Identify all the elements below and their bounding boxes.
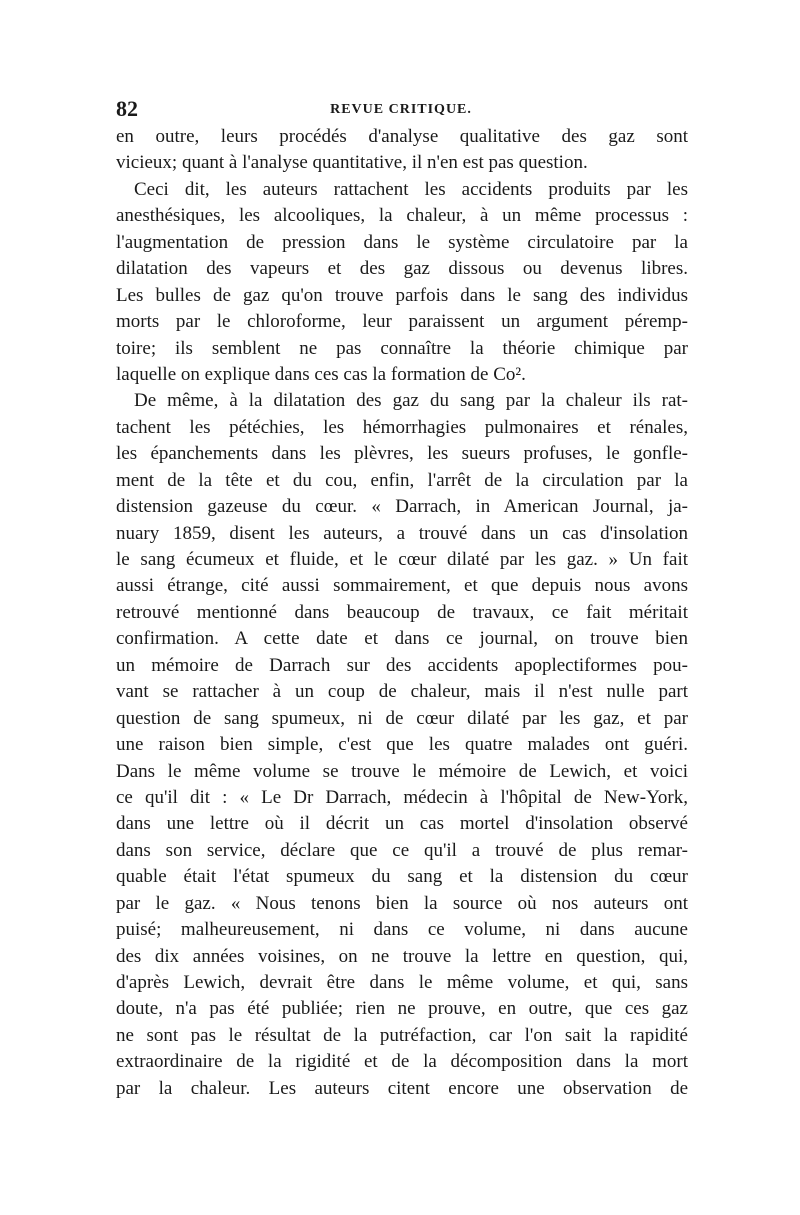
text-line: d'après Lewich, devrait être dans le même volume, et qui, sans	[116, 972, 688, 993]
text-line: Les bulles de gaz qu'on trouve parfois dans le sang des individus	[116, 284, 688, 306]
text-line: en outre, leurs procédés d'analyse qualitative des gaz sont	[116, 126, 688, 147]
text-line: Ceci dit, les auteurs rattachent les accidents produits par les	[134, 178, 688, 200]
text-line: par la chaleur. Les auteurs citent encore une observation de	[116, 1077, 688, 1099]
text-line: extraordinaire de la rigidité et de la décomposition dans la mort	[116, 1051, 688, 1073]
text-line: quable était l'état spumeux du sang et la distension du cœur	[116, 866, 688, 888]
text-line: toire; ils semblent ne pas connaître la théorie chimique par	[116, 337, 688, 359]
text-line: vant se rattacher à un coup de chaleur, mais il n'est nulle part	[116, 681, 688, 703]
text-line: retrouvé mentionné dans beaucoup de travaux, ce fait méritait	[116, 601, 688, 623]
page-number: 82	[116, 96, 138, 121]
text-line: l'augmentation de pression dans le système circulatoire par la	[116, 231, 688, 253]
text-line: dans son service, déclare que ce qu'il a trouvé de plus remar-	[116, 839, 688, 861]
text-line: puisé; malheureusement, ni dans ce volume, ni dans aucune	[116, 919, 688, 941]
running-head	[116, 96, 686, 124]
text-line: tachent les pétéchies, les hémorrhagies pulmonaires et rénales,	[116, 416, 688, 438]
text-line: doute, n'a pas été publiée; rien ne prouve, en outre, que ces gaz	[116, 998, 688, 1020]
text-line: une raison bien simple, c'est que les quatre malades ont guéri.	[116, 734, 688, 756]
text-line: Dans le même volume se trouve le mémoire de Lewich, et voici	[116, 760, 688, 782]
text-line: nuary 1859, disent les auteurs, a trouvé dans un cas d'insolation	[116, 522, 688, 544]
journal-title: REVUE CRITIQUE.	[330, 102, 472, 117]
text-line: question de sang spumeux, ni de cœur dilaté par les gaz, et par	[116, 707, 688, 729]
text-line: vicieux; quant à l'analyse quantitative, il n'en est pas question.	[116, 152, 588, 174]
text-line: distension gazeuse du cœur. « Darrach, in American Journal, ja-	[116, 496, 688, 518]
text-line: anesthésiques, les alcooliques, la chaleur, à un même processus :	[116, 205, 688, 227]
text-line: confirmation. A cette date et dans ce journal, on trouve bien	[116, 628, 688, 650]
text-line: dilatation des vapeurs et des gaz dissous ou devenus libres.	[116, 258, 688, 280]
text-line: un mémoire de Darrach sur des accidents apoplectiformes pou-	[116, 654, 688, 676]
text-line: les épanchements dans les plèvres, les sueurs profuses, le gonfle-	[116, 443, 688, 465]
text-line: De même, à la dilatation des gaz du sang par la chaleur ils rat-	[134, 390, 688, 412]
text-line: aussi étrange, cité aussi sommairement, et que depuis nous avons	[116, 575, 688, 597]
text-line: le sang écumeux et fluide, et le cœur dilaté par les gaz. » Un fait	[116, 549, 688, 570]
text-line: des dix années voisines, on ne trouve la lettre en question, qui,	[116, 945, 688, 967]
body-text	[116, 124, 688, 1102]
text-line: morts par le chloroforme, leur paraissent un argument péremp-	[116, 311, 688, 333]
text-line: par le gaz. « Nous tenons bien la source où nos auteurs ont	[116, 892, 688, 914]
text-line: ce qu'il dit : « Le Dr Darrach, médecin à l'hôpital de New-York,	[116, 786, 688, 808]
text-line: ne sont pas le résultat de la putréfaction, car l'on sait la rapidité	[116, 1024, 688, 1046]
text-line: laquelle on explique dans ces cas la formation de Co².	[116, 363, 526, 385]
text-line: ment de la tête et du cou, enfin, l'arrêt de la circulation par la	[116, 469, 688, 491]
text-line: dans une lettre où il décrit un cas mortel d'insolation observé	[116, 813, 688, 835]
